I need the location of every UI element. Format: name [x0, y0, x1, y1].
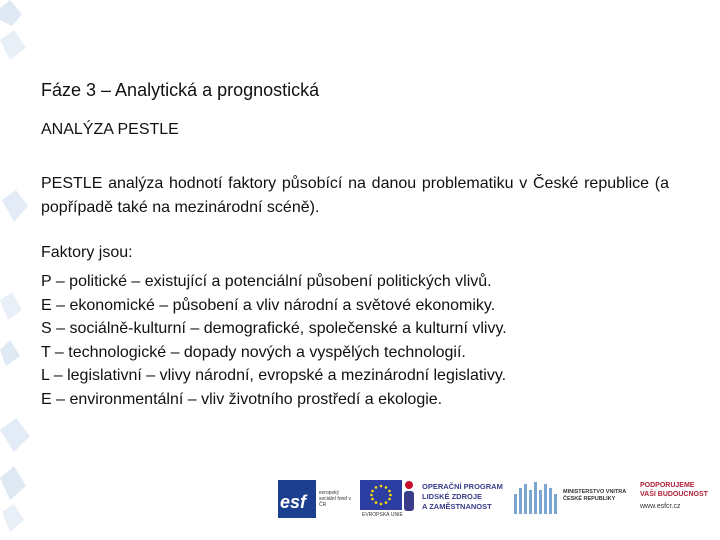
factor-environmental: E – environmentální – vliv životního prostředí a ekologie. — [41, 390, 443, 408]
factor-sociocultural: S – sociálně-kulturní – demografické, společenské a kulturní vlivy. — [41, 320, 507, 337]
ministry-logo-icon — [514, 480, 558, 516]
footer-logos — [278, 476, 718, 522]
support-line-2: VAŠI BUDOUCNOST — [640, 491, 708, 498]
slide-title: Fáze 3 – Analytická a prognostická — [41, 80, 320, 100]
esf-caption: evropský sociální fond v ČR — [319, 490, 351, 508]
eu-caption: EVROPSKÁ UNIE — [362, 512, 403, 518]
ministry-line-1: MINISTERSTVO VNITRA — [563, 489, 627, 495]
intro-paragraph: PESTLE analýza hodnotí faktory působící na danou problematiku v České republice (a popřípadě také na mezinárodní scéně). — [41, 175, 669, 216]
factors-list — [41, 270, 507, 411]
op-program-text — [422, 482, 503, 512]
support-text — [640, 481, 708, 499]
ministry-text — [563, 489, 626, 503]
esf-logo — [278, 480, 316, 518]
esf-logo-text: esf — [280, 492, 307, 512]
op-line-3: A ZAMĚSTNANOST — [422, 502, 492, 511]
factor-economic: E – ekonomické – působení a vliv národní a světové ekonomiky. — [41, 296, 496, 314]
eu-flag-icon — [360, 480, 402, 510]
support-line-1: PODPORUJEME — [640, 482, 695, 489]
factor-technological: T – technologické – dopady nových a vyspělých technologií. — [41, 343, 466, 361]
factor-legislative: L – legislativní – vlivy národní, evropské a mezinárodní legislativy. — [41, 367, 507, 384]
section-heading: ANALÝZA PESTLE — [41, 121, 179, 138]
op-line-1: OPERAČNÍ PROGRAM — [422, 482, 503, 491]
factors-heading: Faktory jsou: — [41, 244, 133, 261]
support-url: www.esfcr.cz — [640, 503, 681, 510]
decorative-side-shapes — [0, 0, 40, 540]
op-line-2: LIDSKÉ ZDROJE — [422, 492, 483, 501]
op-person-icon — [402, 480, 416, 514]
ministry-line-2: ČESKÉ REPUBLIKY — [563, 496, 616, 502]
factor-political: P – politické – existující a potenciální působení politických vlivů. — [41, 273, 492, 290]
